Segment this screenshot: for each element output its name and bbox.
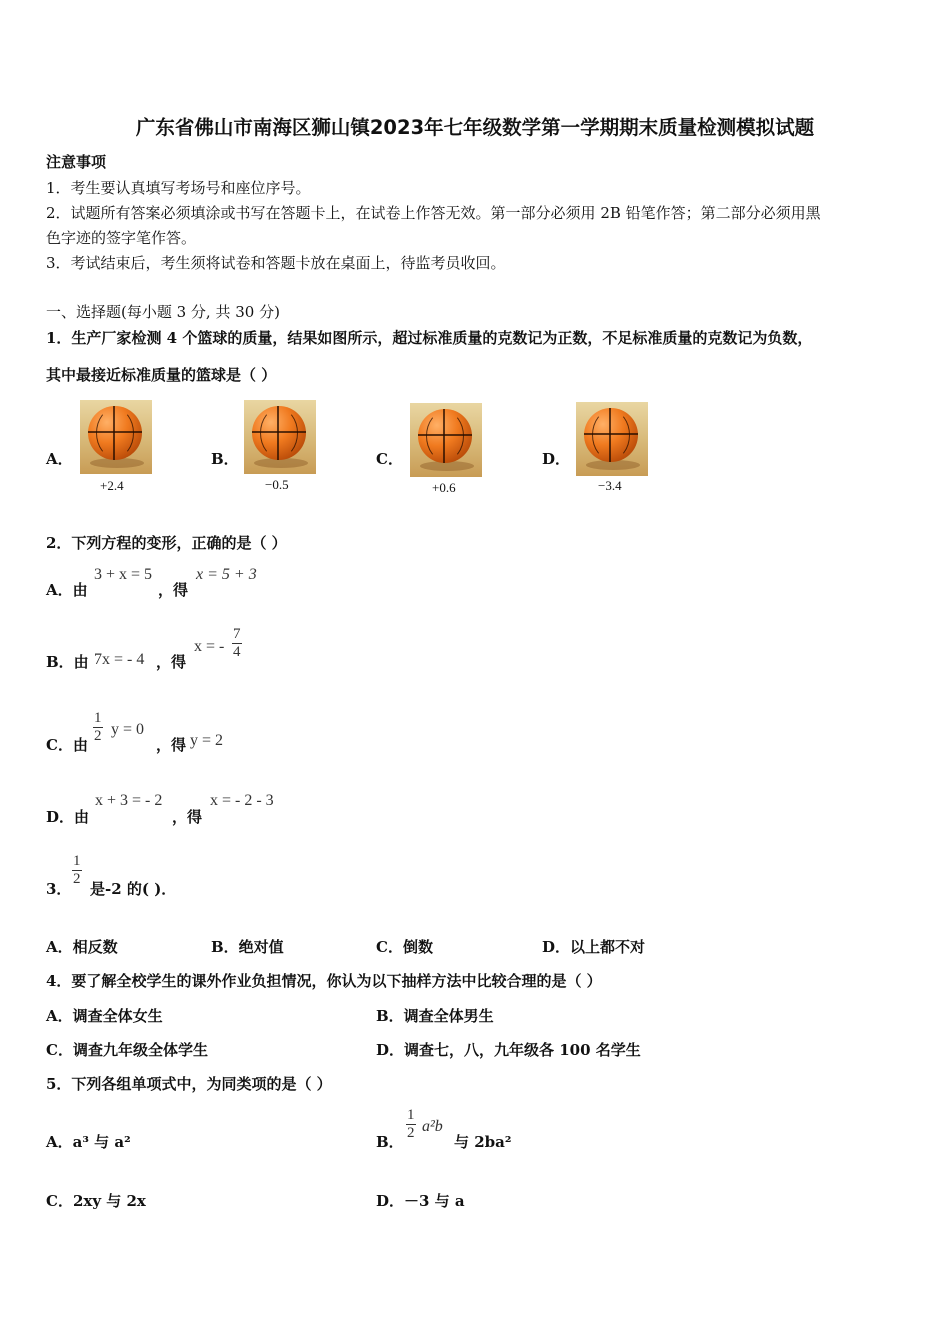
q2-option-d-eq1: x + 3 = - 2: [95, 792, 163, 809]
q4-option-d: D．调查七，八，九年级各 100 名学生: [376, 1041, 641, 1059]
q3-prefix: 3．: [46, 880, 72, 898]
q1-option-a-value: +2.4: [100, 478, 124, 493]
q2-option-c-denominator: 2: [94, 727, 102, 744]
q4-stem: 4．要了解全校学生的课外作业负担情况，你认为以下抽样方法中比较合理的是（ ）: [46, 972, 602, 990]
q2-option-d-label: D．由: [46, 808, 90, 826]
q1-option-d-value: −3.4: [598, 478, 622, 493]
q2-option-b-eq1: 7x = - 4: [94, 651, 145, 668]
q1-stem-line1: 1．生产厂家检测 4 个篮球的质量，结果如图所示，超过标准质量的克数记为正数，不足标准质量的克数记为负数，: [46, 329, 813, 347]
q3-numerator: 1: [73, 853, 81, 869]
q4-option-b: B．调查全体男生: [376, 1007, 494, 1025]
q2-option-a-label: A．由: [46, 581, 88, 599]
q5-option-b-fraction: [406, 1107, 416, 1141]
q1-option-c-label: C．: [376, 450, 403, 468]
q3-stem: 是-2 的( )．: [90, 880, 177, 898]
q2-stem: 2．下列方程的变形，正确的是（ ）: [46, 534, 287, 552]
q2-option-c-mid: ，得: [156, 736, 187, 754]
q2-option-b-denominator: 4: [233, 643, 241, 660]
q3-option-b: B．绝对值: [211, 938, 284, 956]
q3-option-a: A．相反数: [46, 938, 118, 956]
q2-option-c-eq1: y = 0: [111, 721, 145, 738]
q2-option-b-fraction: [232, 626, 242, 660]
q5-option-b-label: B．: [376, 1133, 404, 1151]
basketball-image-b: [244, 400, 316, 474]
q3-option-d: D．以上都不对: [542, 938, 646, 956]
q3-option-c: C．倒数: [376, 938, 433, 956]
q1-option-b-label: B．: [211, 450, 239, 468]
page-title: 广东省佛山市南海区狮山镇2023年七年级数学第一学期期末质量检测模拟试题: [135, 116, 815, 139]
q2-option-a-eq2: x = 5 + 3: [196, 566, 257, 583]
q2-option-b-mid: ，得: [156, 653, 187, 671]
notice-item-2-line2: 色字迹的签字笔作答。: [46, 229, 197, 247]
basketball-image-d: [576, 402, 648, 476]
notice-item-1: 1．考生要认真填写考场号和座位序号。: [46, 179, 311, 197]
q4-option-c: C．调查九年级全体学生: [46, 1041, 208, 1059]
notice-heading: 注意事项: [46, 153, 107, 171]
q2-option-c-numerator: 1: [94, 710, 102, 726]
q1-option-c-value: +0.6: [432, 480, 456, 495]
basketball-image-c: [410, 403, 482, 477]
q2-option-d-eq2: x = - 2 - 3: [210, 792, 274, 809]
basketball-image-a: [80, 400, 152, 474]
notice-item-2-line1: 2．试题所有答案必须填涂或书写在答题卡上，在试卷上作答无效。第一部分必须用 2B 铅笔作答；第二部分必须用黑: [46, 204, 821, 222]
q5-stem: 5．下列各组单项式中，为同类项的是（ ）: [46, 1075, 332, 1093]
q2-option-a-mid: ，得: [158, 581, 189, 599]
notice-item-3: 3．考试结束后，考生须将试卷和答题卡放在桌面上，待监考员收回。: [46, 254, 506, 272]
q5-option-d: D．－3 与 a: [376, 1192, 465, 1210]
q4-option-a: A．调查全体女生: [46, 1007, 163, 1025]
q2-option-c-label: C．由: [46, 736, 88, 754]
q2-option-b-eq2-lhs: x = -: [194, 638, 225, 655]
q5-option-b-denominator: 2: [407, 1124, 415, 1141]
q1-option-b-value: −0.5: [265, 477, 289, 492]
q5-option-c: C．2xy 与 2x: [46, 1192, 146, 1210]
q2-option-a-eq1: 3 + x = 5: [94, 566, 153, 583]
q2-option-b-numerator: 7: [233, 626, 241, 642]
q2-option-b-label: B．由: [46, 653, 89, 671]
q2-option-d-mid: ，得: [172, 808, 203, 826]
q5-option-a: A．a³ 与 a²: [46, 1133, 131, 1151]
q2-option-c-fraction: [93, 710, 103, 744]
q2-option-c-eq2: y = 2: [190, 732, 224, 749]
q1-option-d-label: D．: [542, 450, 571, 468]
section-heading: 一、选择题(每小题 3 分, 共 30 分): [46, 303, 280, 321]
q5-option-b-term: a²b: [422, 1118, 443, 1135]
q3-denominator: 2: [73, 870, 81, 887]
q5-option-b-numerator: 1: [407, 1107, 415, 1123]
q5-option-b-rest: 与 2ba²: [454, 1133, 512, 1151]
q3-fraction: [72, 853, 82, 887]
q1-option-a-label: A．: [46, 450, 73, 468]
q1-stem-line2: 其中最接近标准质量的篮球是（ ）: [46, 366, 277, 384]
